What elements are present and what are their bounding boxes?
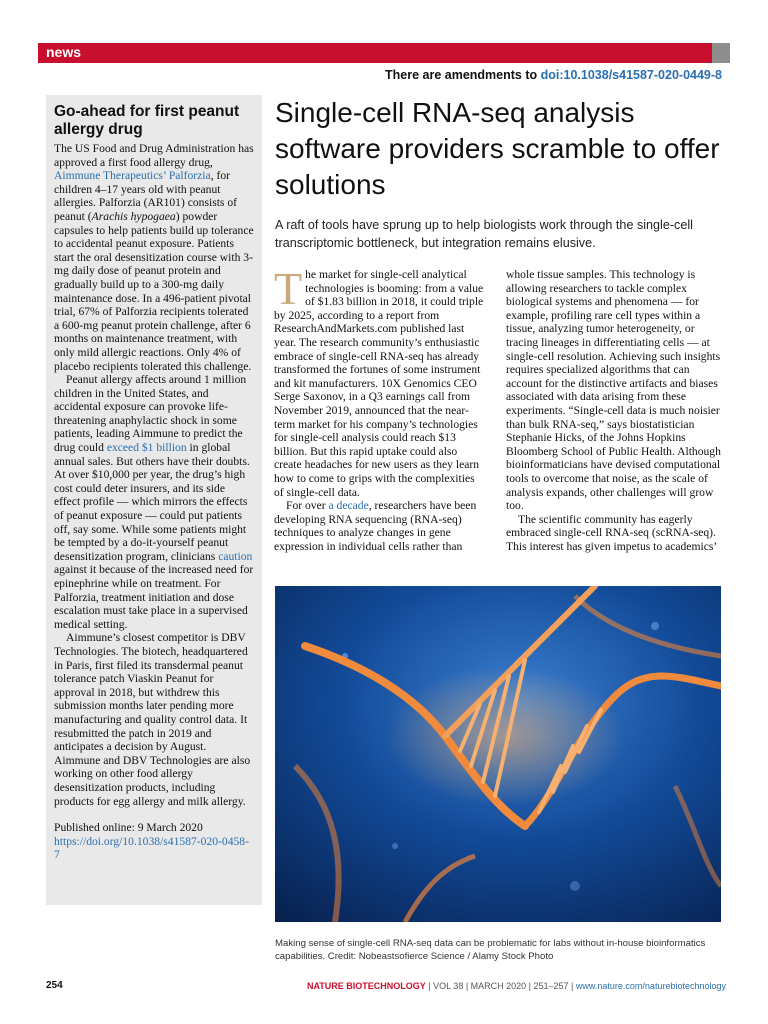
section-header-bar	[38, 43, 730, 63]
article-paragraph-3: whole tissue samples. This technology is allowing researchers to tackle complex biological systems and phenomena — for example, profiling rare cell types within a tissue, analyzing tumor heterogeneity, or tracing lineages in differentiating cells — at single-cell resolution. Achieving such insights requires specialized algorithms that can account for the distinctive artifacts and biases associated with data arising from these experiments. “Single-cell data is much noisier than bulk RNA-seq,” says biostatistician Stephanie Hicks, of the Johns Hopkins Bloomberg School of Public Health. Although bioinformaticians have devised computational tools to overcome that noise, as the scale of analysis expands, other challenges will grow too.	[506, 268, 721, 513]
rna-photo	[275, 586, 721, 922]
text-span: For over	[286, 499, 329, 513]
text-span: he market for single-cell analytical technologies is booming: from a value of $1.83 billion in 2018, it could triple by 2025, according to a report from ResearchAndMarkets.com published last year. The research community’s enthusiastic embrace of single-cell RNA-seq has already transformed the fortunes of some instrument and kit manufacturers. 10X Genomics CEO Serge Saxonov, in a Q3 earnings call from November 2019, announced that the near-term market for his company’s technologies for single-cell analysis could reach $13 billion. But this rapid uptake could also create headaches for new users as they learn how to come to grips with the complexities of single-cell data.	[274, 268, 484, 499]
journal-info	[307, 981, 726, 991]
text-span: , for children 4–17 years old with peanut allergies. Palforzia (AR101) consists of peanut (	[54, 169, 237, 223]
published-date: Published online: 9 March 2020	[54, 821, 203, 835]
amendment-doi-link[interactable]: doi:10.1038/s41587-020-0449-8	[540, 68, 722, 82]
sidebar-footer	[54, 821, 254, 862]
sidebar-news-box	[46, 95, 262, 905]
header-tab	[712, 43, 730, 63]
sidebar-paragraph-2	[54, 373, 254, 631]
exceed-billion-link[interactable]: exceed $1 billion	[106, 441, 187, 455]
text-span: against it because of the increased need for epinephrine while on treatment. For Palforzia, treatment initiation and dose escalation must take place in a supervised medical setting.	[54, 563, 254, 631]
section-label: news	[46, 44, 82, 60]
article-headline: Single-cell RNA-seq analysis software providers scramble to offer solutions	[275, 97, 720, 200]
sidebar-paragraph-1	[54, 142, 254, 373]
article-column-1	[274, 263, 486, 553]
species-name: Arachis hypogaea	[91, 209, 176, 223]
page-number: 254	[46, 980, 63, 991]
palforzia-link[interactable]: Aimmune Therapeutics’ Palforzia	[54, 169, 211, 183]
drop-cap: T	[274, 263, 303, 314]
sidebar-body	[54, 142, 254, 808]
text-span: ) powder capsules to help patients build up tolerance to accidental peanut exposure. Patients start the oral desensitization course with 3-mg daily dose of peanut protein and gradually build up to a 300-mg daily maintenance dose. In a 496-patient pivotal trial, 67% of Palforzia recipients tolerated a 600-mg peanut protein challenge, after 6 months on maintenance treatment, with only mild allergic reactions. Only 4% of placebo recipients tolerated this challenge.	[54, 209, 254, 373]
sidebar-doi-link[interactable]: https://doi.org/10.1038/s41587-020-0458-7	[54, 834, 249, 862]
amendment-notice	[385, 68, 722, 82]
text-span: The US Food and Drug Administration has approved a first food allergy drug,	[54, 142, 254, 169]
article-paragraph-4: The scientific community has eagerly embraced single-cell RNA-seq (scRNA-seq). This interest has given impetus to academics’	[506, 512, 718, 553]
text-span: in global annual sales. But others have their doubts. At over $10,000 per year, the drug’s high cost could deter insurers, and its side effect profile — which mirrors the effects of peanut exposure — could put patients off, say some. While some patients might be tempted by a do-it-yourself peanut desensitization program, clinicians	[54, 441, 250, 563]
decade-link[interactable]: a decade	[328, 499, 369, 513]
issue-info: | VOL 38 | MARCH 2020 | 251–257 |	[425, 981, 576, 991]
sidebar-title: Go-ahead for first peanut allergy drug	[54, 103, 240, 138]
text-span: Peanut allergy affects around 1 million children in the United States, and accidental exposure can provoke life-threatening anaphylactic shock in some patients, leading Aimmune to predict the drug could	[54, 373, 247, 455]
article-standfirst: A raft of tools have sprung up to help biologists work through the single-cell transcriptomic bottleneck, but integration remains elusive.	[275, 218, 693, 250]
caution-link[interactable]: caution	[218, 549, 253, 563]
journal-url-link[interactable]: www.nature.com/naturebiotechnology	[575, 981, 726, 991]
article-paragraph-1	[274, 263, 486, 499]
photo-caption: Making sense of single-cell RNA-seq data can be problematic for labs without in-house bioinformatics capabilities. Credit: Nobeastsofierce Science / Alamy Stock Photo	[275, 938, 706, 962]
text-span: , researchers have been developing RNA sequencing (RNA-seq) techniques to analyze changes in gene expression in individual cells rather than	[274, 499, 477, 553]
amendment-prefix: There are amendments to	[385, 68, 541, 82]
journal-name: NATURE BIOTECHNOLOGY	[306, 981, 426, 991]
rna-illustration	[275, 586, 721, 922]
sidebar-paragraph-3: Aimmune’s closest competitor is DBV Technologies. The biotech, headquartered in Paris, first filed its transdermal peanut tolerance patch Viaskin Peanut for approval in 2018, but withdrew this submission months later pending more manufacturing and quality control data. It resubmitted the patch in 2019 and anticipates a decision by August. Aimmune and DBV Technologies are also working on other food allergy desensitization products, including products for egg allergy and milk allergy.	[54, 631, 251, 808]
article-column-2	[506, 268, 728, 553]
article-paragraph-2	[274, 499, 486, 553]
